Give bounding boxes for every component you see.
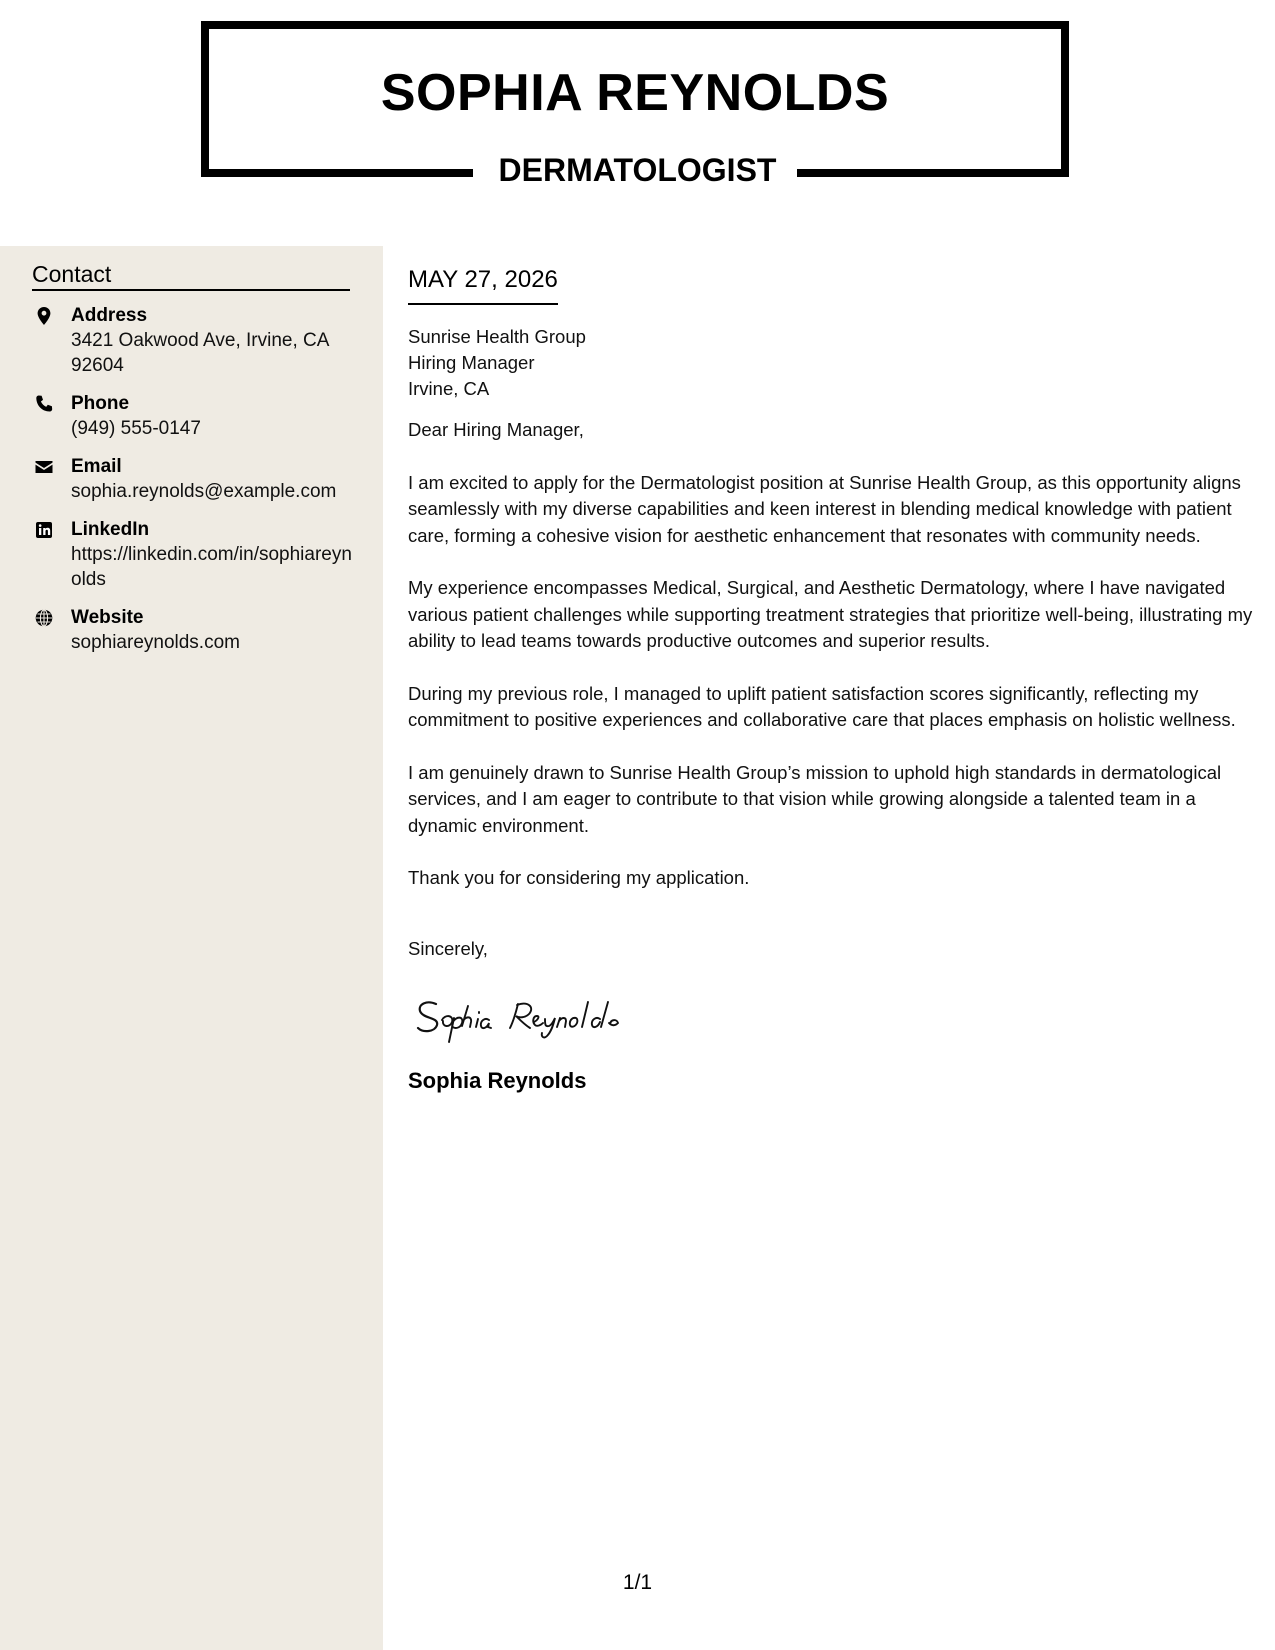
phone-label: Phone [71, 393, 130, 414]
linkedin-icon [34, 520, 54, 540]
signer-name: Sophia Reynolds [408, 1068, 587, 1093]
contact-item-linkedin [32, 517, 362, 592]
contact-item-phone [32, 391, 362, 441]
linkedin-value[interactable]: https://linkedin.com/in/sophiareynolds [71, 544, 352, 590]
body-paragraph: During my previous role, I managed to uplift patient satisfaction scores significantly, reflecting my commitment to positive experiences and collaborative care that places emphasis on holistic wellness. [408, 682, 1236, 730]
recipient-company: Sunrise Health Group [408, 326, 586, 347]
website-value[interactable]: sophiareynolds.com [71, 632, 240, 653]
contact-sidebar [0, 246, 383, 1650]
phone-icon [34, 394, 54, 414]
address-label: Address [71, 305, 148, 326]
website-label: Website [71, 607, 144, 628]
body-paragraph: I am genuinely drawn to Sunrise Health Group’s mission to uphold high standards in dermatological services, and I am eager to contribute to that vision while growing alongside a talented team in a dynamic environment. [408, 761, 1222, 836]
closing: Sincerely, [408, 937, 488, 959]
recipient-role: Hiring Manager [408, 352, 535, 373]
body-paragraph: Thank you for considering my application. [408, 867, 750, 888]
job-title: DERMATOLOGIST [498, 152, 777, 188]
recipient-block [408, 324, 1253, 402]
page-number: 1/1 [622, 1571, 653, 1594]
contact-item-address [32, 303, 362, 378]
location-pin-icon [34, 306, 54, 326]
address-value: 3421 Oakwood Ave, Irvine, CA 92604 [71, 330, 329, 376]
phone-value: (949) 555-0147 [71, 418, 201, 439]
letter-date: MAY 27, 2026 [408, 265, 558, 305]
contact-heading: Contact [32, 262, 350, 291]
contact-item-website [32, 605, 362, 655]
salutation: Dear Hiring Manager, [408, 419, 584, 440]
body-paragraph: My experience encompasses Medical, Surgical, and Aesthetic Dermatology, where I have navigated various patient challenges while supporting treatment strategies that prioritize well-being, illustrating my ability to lead teams towards productive outcomes and superior results. [408, 577, 1253, 651]
email-value[interactable]: sophia.reynolds@example.com [71, 481, 337, 502]
letter-body [408, 265, 1253, 1095]
globe-icon [34, 608, 54, 628]
recipient-location: Irvine, CA [408, 378, 490, 399]
email-label: Email [71, 456, 122, 477]
contact-item-email [32, 454, 362, 504]
applicant-name: SOPHIA REYNOLDS [380, 64, 890, 122]
linkedin-label: LinkedIn [71, 519, 150, 540]
body-paragraph: I am excited to apply for the Dermatologist position at Sunrise Health Group, as this opportunity aligns seamlessly with my diverse capabilities and keen interest in blending medical knowledge with patient care, forming a cohesive vision for aesthetic enhancement that resonates with community needs. [408, 471, 1241, 546]
contact-list [32, 303, 362, 668]
envelope-icon [34, 457, 54, 477]
handwritten-signature [414, 990, 664, 1046]
